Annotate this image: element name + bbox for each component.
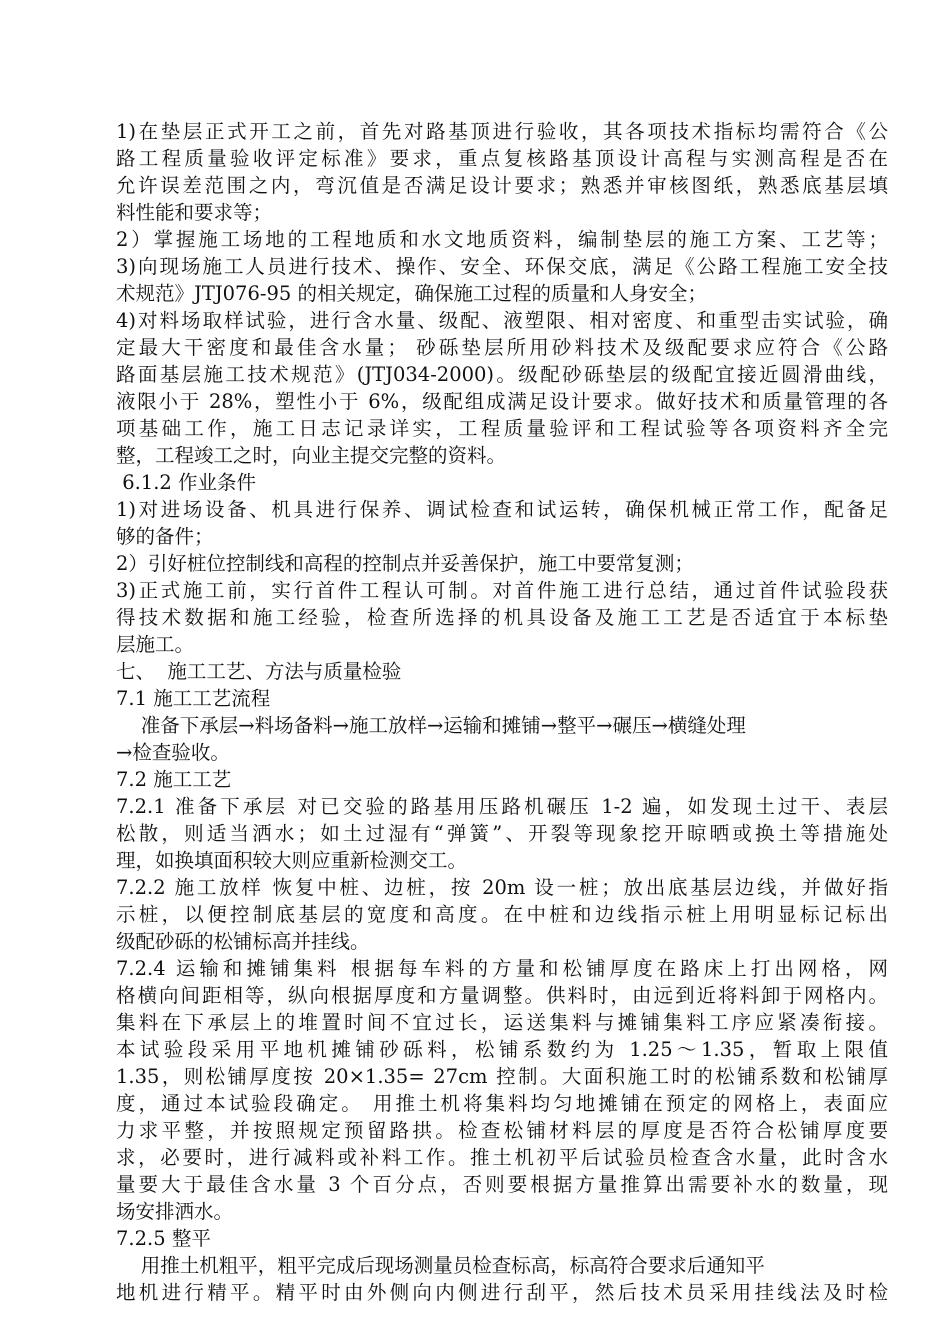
text-line: 理，如换填面积较大则应重新检测交工。	[116, 849, 468, 872]
text-line: 液限小于 28%，塑性小于 6%，级配组成满足设计要求。做好技术和质量管理的各	[116, 390, 888, 413]
text-line: 地机进行精平。精平时由外侧向内侧进行刮平，然后技术员采用挂线法及时检	[116, 1281, 888, 1304]
section-heading: 7.2.5 整平	[116, 1227, 211, 1250]
text-line: 7.2.2 施工放样 恢复中桩、边桩，按 20m 设一桩；放出底基层边线，并做好指	[116, 876, 888, 899]
text-line: 级配砂砾的松铺标高并挂线。	[116, 930, 370, 953]
text-line: 路工程质量验收评定标准》要求，重点复核路基顶设计高程与实测高程是否在	[116, 147, 888, 170]
text-line: →检查验收。	[116, 741, 230, 764]
text-line: 路面基层施工技术规范》(JTJ034-2000)。级配砂砾垫层的级配宜接近圆滑曲线，	[116, 363, 888, 386]
text-line: 示桩，以便控制底基层的宽度和高度。在中桩和边线指示桩上用明显标记标出	[116, 903, 888, 926]
text-line: 1)对进场设备、机具进行保养、调试检查和试运转，确保机械正常工作，配备足	[116, 498, 888, 521]
text-line: 项基础工作，施工日志记录详实，工程质量验评和工程试验等各项资料齐全完	[116, 417, 888, 440]
text-line: 4)对料场取样试验，进行含水量、级配、液塑限、相对密度、和重型击实试验，确	[116, 309, 888, 332]
text-line: 3)向现场施工人员进行技术、操作、安全、环保交底，满足《公路工程施工安全技	[116, 255, 888, 278]
text-line: 力求平整，并按照规定预留路拱。检查松铺材料层的厚度是否符合松铺厚度要	[116, 1119, 888, 1142]
section-heading: 七、 施工工艺、方法与质量检验	[116, 660, 402, 683]
section-heading: 6.1.2 作业条件	[116, 471, 257, 494]
section-heading: 7.2 施工工艺	[116, 768, 232, 791]
text-line: 7.2.4 运输和摊铺集料 根据每车料的方量和松铺厚度在路床上打出网格，网	[116, 957, 888, 980]
text-line: 2）掌握施工场地的工程地质和水文地质资料，编制垫层的施工方案、工艺等；	[116, 228, 888, 251]
text-line: 3)正式施工前，实行首件工程认可制。对首件施工进行总结，通过首件试验段获	[116, 579, 888, 602]
text-line: 层施工。	[116, 633, 195, 656]
text-line: 够的备件；	[116, 525, 214, 548]
text-line: 场安排洒水。	[116, 1200, 234, 1223]
text-line: 集料在下承层上的堆置时间不宜过长，运送集料与摊铺集料工序应紧凑衔接。	[116, 1011, 888, 1034]
text-line: 度，通过本试验段确定。 用推土机将集料均匀地摊铺在预定的网格上，表面应	[116, 1092, 888, 1115]
document-body	[116, 118, 888, 1306]
text-line: 2）引好桩位控制线和高程的控制点并妥善保护，施工中要常复测；	[116, 552, 694, 575]
text-line: 定最大干密度和最佳含水量； 砂砾垫层所用砂料技术及级配要求应符合《公路	[116, 336, 888, 359]
text-line: 1)在垫层正式开工之前，首先对路基顶进行验收，其各项技术指标均需符合《公	[116, 120, 888, 143]
text-line: 本试验段采用平地机摊铺砂砾料，松铺系数约为 1.25～1.35，暂取上限值	[116, 1038, 888, 1061]
text-line: 1.35，则松铺厚度按 20×1.35= 27cm 控制。大面积施工时的松铺系数和松铺厚	[116, 1065, 888, 1088]
text-line: 整，工程竣工之时，向业主提交完整的资料。	[116, 444, 507, 467]
text-line: 格横向间距相等，纵向根据厚度和方量调整。供料时，由远到近将料卸于网格内。	[116, 984, 888, 1007]
text-line: 得技术数据和施工经验，检查所选择的机具设备及施工工艺是否适宜于本标垫	[116, 606, 888, 629]
text-line: 料性能和要求等；	[116, 201, 273, 224]
text-line: 7.2.1 准备下承层 对已交验的路基用压路机碾压 1-2 遍，如发现土过干、表层	[116, 795, 888, 818]
text-line: 允许误差范围之内，弯沉值是否满足设计要求；熟悉并审核图纸，熟悉底基层填	[116, 174, 888, 197]
section-heading: 7.1 施工工艺流程	[116, 687, 271, 710]
text-line: 求，必要时，进行减料或补料工作。推土机初平后试验员检查含水量，此时含水	[116, 1146, 888, 1169]
text-line: 术规范》JTJ076-95 的相关规定，确保施工过程的质量和人身安全；	[116, 282, 707, 305]
text-line: 准备下承层→料场备料→施工放样→运输和摊铺→整平→碾压→横缝处理	[116, 714, 746, 737]
text-line: 松散，则适当洒水；如土过湿有“弹簧”、开裂等现象挖开晾晒或换土等措施处	[116, 822, 888, 845]
text-line: 用推土机粗平，粗平完成后现场测量员检查标高，标高符合要求后通知平	[116, 1254, 765, 1277]
text-line: 量要大于最佳含水量 3 个百分点，否则要根据方量推算出需要补水的数量，现	[116, 1173, 888, 1196]
